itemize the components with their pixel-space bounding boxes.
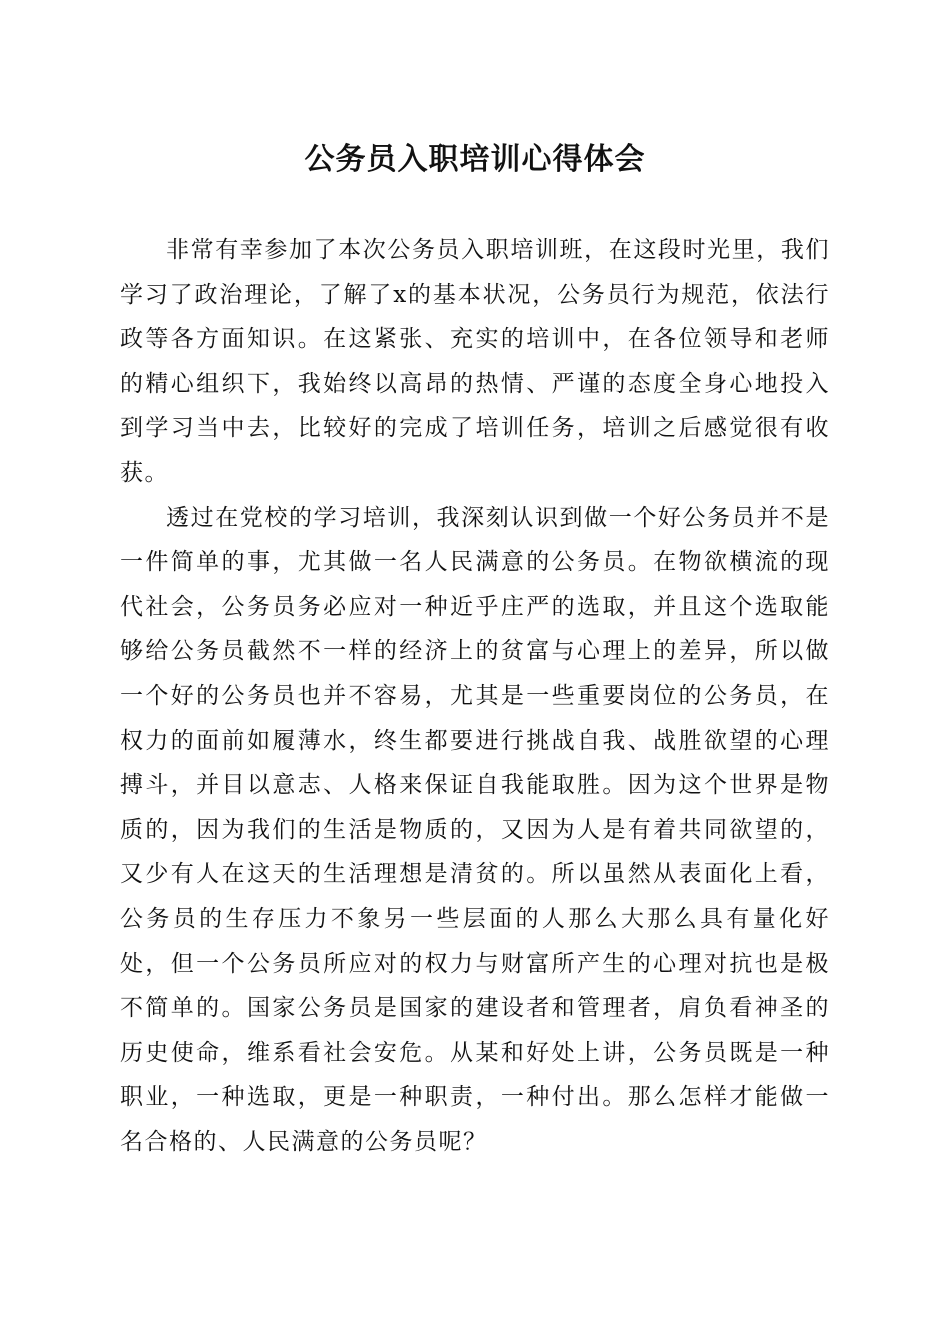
paragraph-2: 透过在党校的学习培训，我深刻认识到做一个好公务员并不是一件简单的事，尤其做一名人民满意的公务员。在物欲横流的现代社会，公务员务必应对一种近乎庄严的选取，并且这个选取能够给公务员截然不一样的经济上的贫富与心理上的差异，所以做一个好的公务员也并不容易，尤其是一些重要岗位的公务员，在权力的面前如履薄水，终生都要进行挑战自我、战胜欲望的心理搏斗，并目以意志、人格来保证自我能取胜。因为这个世界是物质的，因为我们的生活是物质的，又因为人是有着共同欲望的，又少有人在这天的生活理想是清贫的。所以虽然从表面化上看，公务员的生存压力不象另一些层面的人那么大那么具有量化好处，但一个公务员所应对的权力与财富所产生的心理对抗也是极不简单的。国家公务员是国家的建设者和管理者，肩负看神圣的历史使命，维系看社会安危。从某和好处上讲，公务员既是一种职业，一种选取，更是一种职责，一种付出。那么怎样才能做一名合格的、人民满意的公务员呢？ [120,504,830,1155]
document-title: 公务员入职培训心得体会 [304,142,646,177]
paragraph-1: 非常有幸参加了本次公务员入职培训班，在这段时光里，我们学习了政治理论，了解了x的基本状况，公务员行为规范，依法行政等各方面知识。在这紧张、充实的培训中，在各位领导和老师的精心组织下，我始终以高昂的热情、严谨的态度全身心地投入到学习当中去，比较好的完成了培训任务，培训之后感觉很有收获。 [120,237,830,486]
document-body [120,228,830,1164]
